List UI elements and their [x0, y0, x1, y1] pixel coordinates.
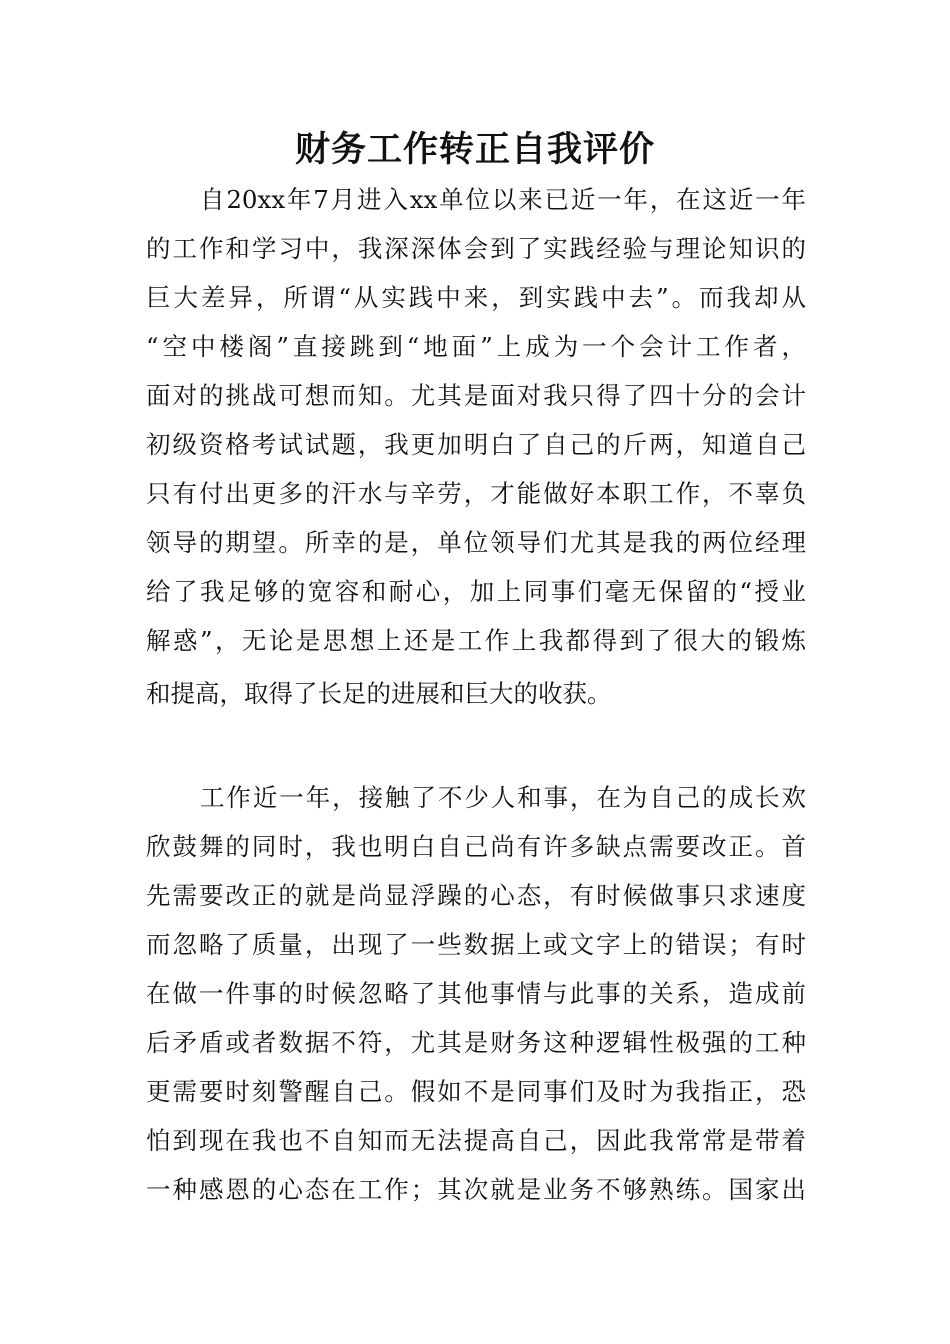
document-title: 财务工作转正自我评价 — [294, 130, 655, 170]
paragraph-2-line-8: 怕到现在我也不自知而无法提高自己，因此我常常是带着 — [146, 1126, 806, 1155]
paragraph-1-line-1: 自20xx年7月进入xx单位以来已近一年，在这近一年 — [200, 185, 806, 214]
paragraph-1-line-8: 领导的期望。所幸的是，单位领导们尤其是我的两位经理 — [146, 528, 806, 557]
paragraph-2-line-5: 在做一件事的时候忽略了其他事情与此事的关系，造成前 — [146, 979, 806, 1008]
paragraph-1-line-10: 解惑”，无论是思想上还是工作上我都得到了很大的锻炼 — [146, 626, 806, 655]
paragraph-2-line-4: 而忽略了质量，出现了一些数据上或文字上的错误；有时 — [146, 930, 806, 959]
paragraph-2-line-3: 先需要改正的就是尚显浮躁的心态，有时候做事只求速度 — [146, 881, 806, 910]
paragraph-2-line-2: 欣鼓舞的同时，我也明白自己尚有许多缺点需要改正。首 — [146, 832, 806, 861]
paragraph-1-line-4: “空中楼阁”直接跳到“地面”上成为一个会计工作者， — [146, 332, 806, 361]
paragraph-2-line-7: 更需要时刻警醒自己。假如不是同事们及时为我指正，恐 — [146, 1077, 806, 1106]
paragraph-1-line-2: 的工作和学习中，我深深体会到了实践经验与理论知识的 — [146, 234, 806, 263]
paragraph-1-line-7: 只有付出更多的汗水与辛劳，才能做好本职工作，不辜负 — [146, 479, 806, 508]
paragraph-1-line-9: 给了我足够的宽容和耐心，加上同事们毫无保留的“授业 — [146, 577, 806, 606]
paragraph-2-line-1: 工作近一年，接触了不少人和事，在为自己的成长欢 — [200, 783, 806, 812]
paragraph-2-line-6: 后矛盾或者数据不符，尤其是财务这种逻辑性极强的工种 — [146, 1028, 806, 1057]
paragraph-1-line-11: 和提高，取得了长足的进展和巨大的收获。 — [146, 679, 612, 708]
paragraph-1-line-5: 面对的挑战可想而知。尤其是面对我只得了四十分的会计 — [146, 381, 806, 410]
paragraph-1-line-3: 巨大差异，所谓“从实践中来，到实践中去”。而我却从 — [146, 283, 806, 312]
paragraph-2-line-9: 一种感恩的心态在工作；其次就是业务不够熟练。国家出 — [146, 1175, 806, 1204]
paragraph-1-line-6: 初级资格考试试题，我更加明白了自己的斤两，知道自己 — [146, 430, 806, 459]
